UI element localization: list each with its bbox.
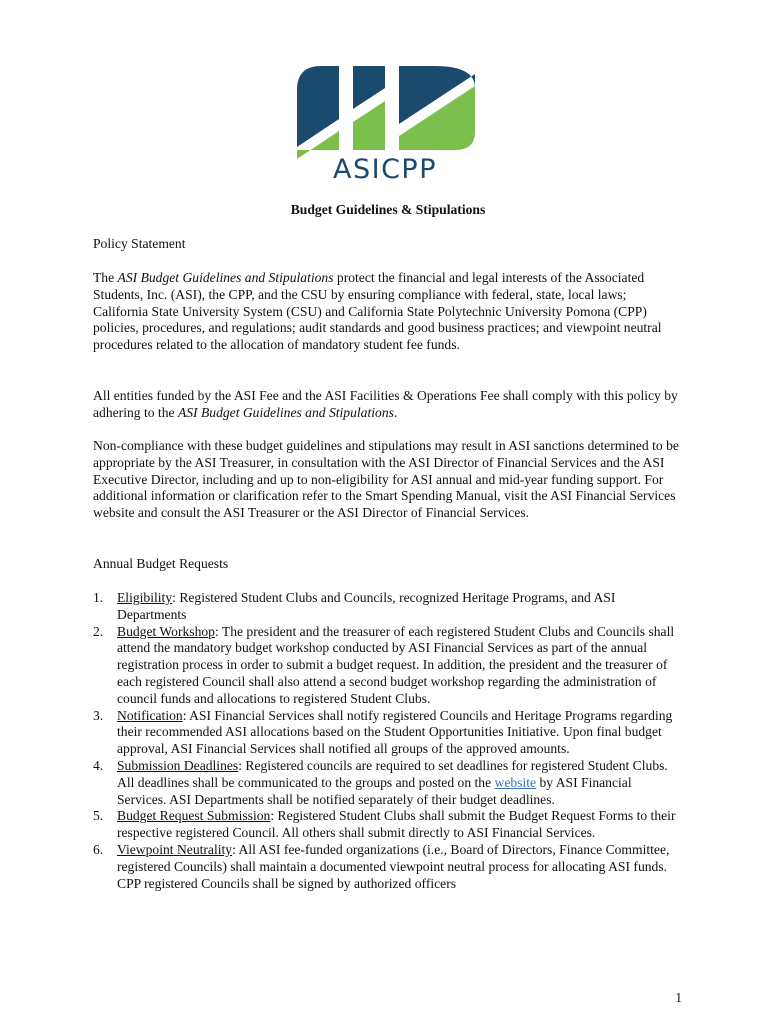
policy-paragraph-1: The ASI Budget Guidelines and Stipulations protect the financial and legal interests of the Associated Students, Inc. (ASI), the CPP, and the CSU by ensuring compliance with federal, state, local laws; California State University System (CSU) and California State Polytechnic University Pomona (CPP) policies, procedures, and regulations; audit standards and good business practices; and viewpoint neutral procedures related to the allocation of mandatory student fee funds. (93, 270, 662, 353)
page-number: 1 (675, 990, 682, 1005)
budget-request-list (93, 590, 683, 892)
list-item: 1. Eligibility: Registered Student Clubs and Councils, recognized Heritage Programs, and ASI Departments (93, 590, 616, 622)
list-item: 3. Notification: ASI Financial Services shall notify registered Councils and Heritage Programs regarding their recommended ASI allocations based on the Student Opportunities Initiative. Upon final budget approval, ASI Financial Services shall notified all groups of the approved amounts. (93, 707, 673, 757)
list-item: 5. Budget Request Submission: Registered Student Clubs shall submit the Budget Request Forms to their respective registered Council. All others shall submit directly to ASI Financial Services. (93, 808, 676, 841)
list-item: 4. Submission Deadlines: Registered councils are required to set deadlines for registered Student Clubs. All deadlines shall be communicated to the groups and posted on the website by ASI Financial Services. ASI Departments shall be notified separately of their budget deadlines. (93, 757, 668, 807)
policy-paragraph-3: Non-compliance with these budget guidelines and stipulations may result in ASI sanctions determined to be appropriate by the ASI Treasurer, in consultation with the ASI Director of Financial Services and the ASI Executive Director, including and up to non-eligibility for ASI annual and mid-year funding support. For additional information or clarification refer to the Smart Spending Manual, visit the ASI Financial Services website and consult the ASI Treasurer or the ASI Director of Financial Services. (93, 438, 679, 521)
logo-block-2 (353, 66, 385, 109)
logo-block-5 (353, 101, 385, 150)
policy-paragraph-2: All entities funded by the ASI Fee and the ASI Facilities & Operations Fee shall comply with this policy by adhering to the ASI Budget Guidelines and Stipulations. (93, 388, 678, 420)
policy-statement-heading: Policy Statement (93, 236, 186, 251)
logo-block-1 (297, 66, 339, 147)
website-link[interactable]: website (494, 774, 537, 790)
logo-mark (297, 66, 475, 159)
document-title: Budget Guidelines & Stipulations (290, 202, 486, 217)
list-item: 6. Viewpoint Neutrality: All ASI fee-funded organizations (i.e., Board of Directors, Finance Committee, registered Councils) shall maintain a documented viewpoint neutral process for allocating ASI funds. CPP registered Councils shall be signed by authorized officers (93, 841, 670, 891)
annual-budget-requests-heading: Annual Budget Requests (93, 556, 229, 571)
logo-wordmark: ASICPP (333, 154, 437, 185)
list-item: 2. Budget Workshop: The president and the treasurer of each registered Student Clubs and Councils shall attend the mandatory budget workshop conducted by ASI Financial Services as part of the annual registration process in order to submit a budget request. In addition, the president and the treasurer of each registered Council shall also attend a second budget workshop regarding the administration of council funds and allocations to registered Student Clubs. (93, 623, 675, 706)
